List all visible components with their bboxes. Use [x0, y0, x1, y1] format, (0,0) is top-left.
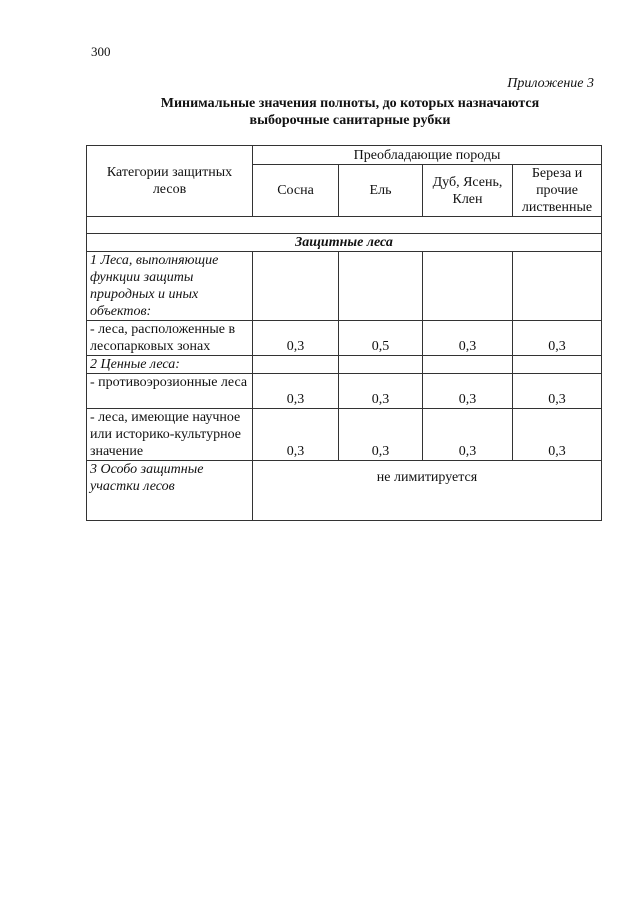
value-cell — [339, 356, 423, 374]
table-row — [87, 252, 602, 321]
table-row — [87, 461, 602, 521]
value-cell — [253, 252, 339, 321]
spacer-row — [87, 217, 602, 234]
value-cell: 0,3 — [513, 409, 602, 461]
row-label: - противоэрозионные леса — [87, 374, 253, 409]
value-cell: 0,3 — [423, 374, 513, 409]
not-limited-cell: не лимитируется — [253, 461, 602, 521]
header-species-group: Преобладающие породы — [253, 146, 602, 165]
row-label: 1 Леса, выполняющие функции защиты природных и иных объектов: — [87, 252, 253, 321]
value-cell — [253, 356, 339, 374]
value-cell: 0,3 — [253, 409, 339, 461]
header-category: Категории защитных лесов — [87, 146, 253, 217]
value-cell: 0,3 — [513, 321, 602, 356]
value-cell: 0,3 — [253, 321, 339, 356]
value-cell: 0,3 — [423, 321, 513, 356]
value-cell — [513, 356, 602, 374]
header-species-birch-deciduous: Береза и прочие лиственные — [513, 165, 602, 217]
value-cell — [423, 252, 513, 321]
thinning-density-table — [86, 145, 602, 521]
empty-cell — [87, 217, 602, 234]
header-row-1 — [87, 146, 602, 165]
value-cell: 0,5 — [339, 321, 423, 356]
value-cell: 0,3 — [253, 374, 339, 409]
table-row — [87, 374, 602, 409]
value-cell: 0,3 — [339, 374, 423, 409]
row-label: 2 Ценные леса: — [87, 356, 253, 374]
value-cell — [339, 252, 423, 321]
row-label: - леса, имеющие научное или историко-культурное значение — [87, 409, 253, 461]
header-species-spruce: Ель — [339, 165, 423, 217]
row-label: - леса, расположенные в лесопарковых зонах — [87, 321, 253, 356]
page-number: 300 — [91, 44, 111, 59]
row-label: 3 Особо защитные участки лесов — [87, 461, 253, 521]
value-cell: 0,3 — [423, 409, 513, 461]
section-title: Защитные леса — [87, 234, 602, 252]
header-species-oak-ash-maple: Дуб, Ясень, Клен — [423, 165, 513, 217]
table-row — [87, 409, 602, 461]
value-cell: 0,3 — [339, 409, 423, 461]
header-species-pine: Сосна — [253, 165, 339, 217]
table-row — [87, 356, 602, 374]
table-row — [87, 321, 602, 356]
title-line-2: выборочные санитарные рубки — [249, 113, 451, 128]
title-line-1: Минимальные значения полноты, до которых назначаются — [160, 96, 540, 111]
value-cell — [423, 356, 513, 374]
document-title — [85, 95, 615, 129]
appendix-label: Приложение 3 — [507, 76, 594, 91]
section-row — [87, 234, 602, 252]
value-cell: 0,3 — [513, 374, 602, 409]
value-cell — [513, 252, 602, 321]
